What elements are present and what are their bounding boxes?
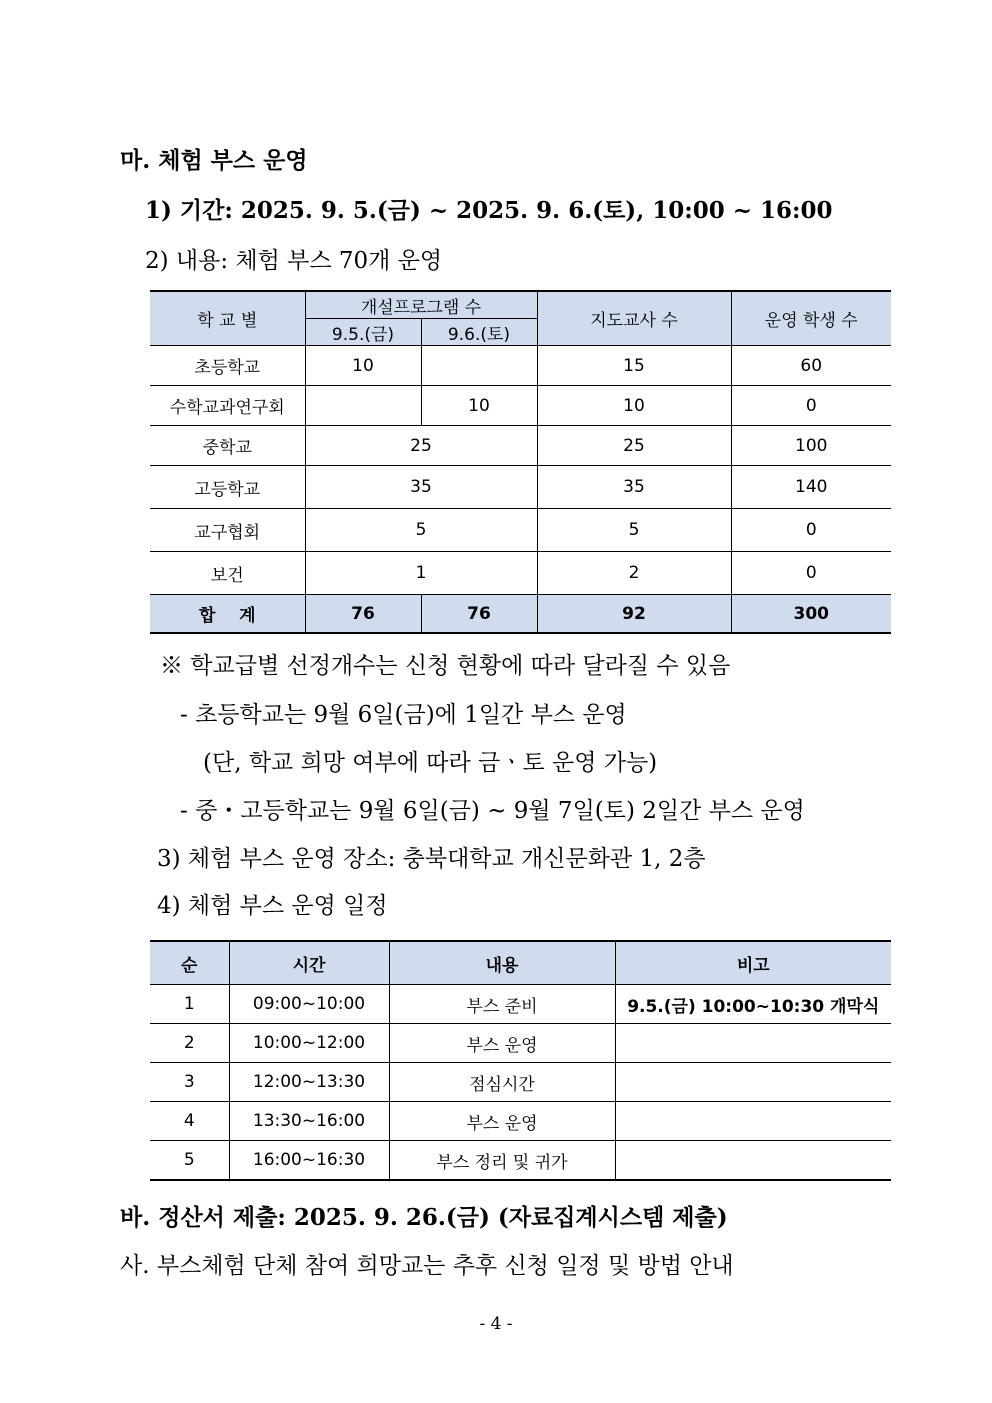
cell-students: 140 (731, 466, 891, 509)
note-middle-high: - 중・고등학교는 9월 6일(금) ~ 9월 7일(토) 2일간 부스 운영 (180, 798, 805, 824)
cell-time: 12:00~13:30 (229, 1063, 389, 1102)
cell-programs-merged: 5 (305, 509, 537, 552)
cell-school: 고등학교 (150, 466, 305, 509)
cell-school: 수학교과연구회 (150, 386, 305, 426)
table-row (150, 426, 891, 466)
header-no: 순 (150, 941, 229, 985)
cell-teachers: 15 (537, 346, 731, 386)
cell-school: 중학교 (150, 426, 305, 466)
total-row (150, 595, 891, 634)
cell-students: 100 (731, 426, 891, 466)
cell-day2: 10 (421, 386, 537, 426)
cell-note (615, 1024, 891, 1063)
schedule-heading: 4) 체험 부스 운영 일정 (157, 893, 388, 919)
cell-note (615, 1102, 891, 1141)
cell-content: 부스 운영 (389, 1024, 615, 1063)
cell-teachers: 35 (537, 466, 731, 509)
cell-students: 0 (731, 509, 891, 552)
cell-time: 13:30~16:00 (229, 1102, 389, 1141)
section-sa: 사. 부스체험 단체 참여 희망교는 추후 신청 일정 및 방법 안내 (120, 1253, 734, 1279)
note-elementary-exception: (단, 학교 희망 여부에 따라 금ㆍ토 운영 가능) (203, 750, 658, 776)
period-line: 1) 기간: 2025. 9. 5.(금) ~ 2025. 9. 6.(토), 10:00 ~ 16:00 (145, 197, 833, 224)
schedule-table (150, 940, 891, 1181)
cell-note (615, 1063, 891, 1102)
table-row (150, 1063, 891, 1102)
cell-day1: 10 (305, 346, 421, 386)
cell-no: 2 (150, 1024, 229, 1063)
header-time: 시간 (229, 941, 389, 985)
cell-students: 0 (731, 386, 891, 426)
note-elementary: - 초등학교는 9월 6일(금)에 1일간 부스 운영 (180, 702, 627, 728)
table-row (150, 985, 891, 1024)
cell-school: 교구협회 (150, 509, 305, 552)
total-day1: 76 (305, 595, 421, 634)
cell-students: 0 (731, 552, 891, 595)
venue-line: 3) 체험 부스 운영 장소: 충북대학교 개신문화관 1, 2층 (157, 846, 706, 872)
header-day1: 9.5.(금) (305, 319, 421, 346)
cell-programs-merged: 35 (305, 466, 537, 509)
cell-school: 보건 (150, 552, 305, 595)
cell-teachers: 10 (537, 386, 731, 426)
cell-day2 (421, 346, 537, 386)
cell-content: 부스 정리 및 귀가 (389, 1141, 615, 1181)
cell-time: 10:00~12:00 (229, 1024, 389, 1063)
cell-programs-merged: 25 (305, 426, 537, 466)
header-students: 운영 학생 수 (731, 291, 891, 346)
header-day2: 9.6.(토) (421, 319, 537, 346)
header-programs: 개설프로그램 수 (305, 291, 537, 319)
table-row (150, 509, 891, 552)
cell-content: 점심시간 (389, 1063, 615, 1102)
cell-programs-merged: 1 (305, 552, 537, 595)
total-label: 합 계 (150, 595, 305, 634)
cell-no: 1 (150, 985, 229, 1024)
section-ba: 바. 정산서 제출: 2025. 9. 26.(금) (자료집계시스템 제출) (120, 1204, 728, 1231)
total-teachers: 92 (537, 595, 731, 634)
cell-note (615, 1141, 891, 1181)
booth-table (150, 290, 891, 634)
header-school: 학 교 별 (150, 291, 305, 346)
cell-teachers: 25 (537, 426, 731, 466)
header-teachers: 지도교사 수 (537, 291, 731, 346)
header-note: 비고 (615, 941, 891, 985)
cell-no: 3 (150, 1063, 229, 1102)
table-row (150, 386, 891, 426)
note-selection: ※ 학교급별 선정개수는 신청 현황에 따라 달라질 수 있음 (160, 653, 731, 679)
header-content: 내용 (389, 941, 615, 985)
table-row (150, 1024, 891, 1063)
content-line: 2) 내용: 체험 부스 70개 운영 (145, 248, 443, 274)
cell-content: 부스 운영 (389, 1102, 615, 1141)
cell-no: 5 (150, 1141, 229, 1181)
cell-students: 60 (731, 346, 891, 386)
page-number: - 4 - (479, 1314, 513, 1334)
cell-school: 초등학교 (150, 346, 305, 386)
table-row (150, 346, 891, 386)
total-students: 300 (731, 595, 891, 634)
table-row (150, 466, 891, 509)
table-row (150, 1102, 891, 1141)
cell-teachers: 2 (537, 552, 731, 595)
cell-time: 09:00~10:00 (229, 985, 389, 1024)
table-row (150, 552, 891, 595)
table-row (150, 1141, 891, 1181)
total-day2: 76 (421, 595, 537, 634)
cell-note: 9.5.(금) 10:00~10:30 개막식 (615, 985, 891, 1024)
cell-time: 16:00~16:30 (229, 1141, 389, 1181)
cell-content: 부스 준비 (389, 985, 615, 1024)
cell-day1 (305, 386, 421, 426)
section-ma-title: 마. 체험 부스 운영 (120, 147, 308, 174)
cell-no: 4 (150, 1102, 229, 1141)
cell-teachers: 5 (537, 509, 731, 552)
